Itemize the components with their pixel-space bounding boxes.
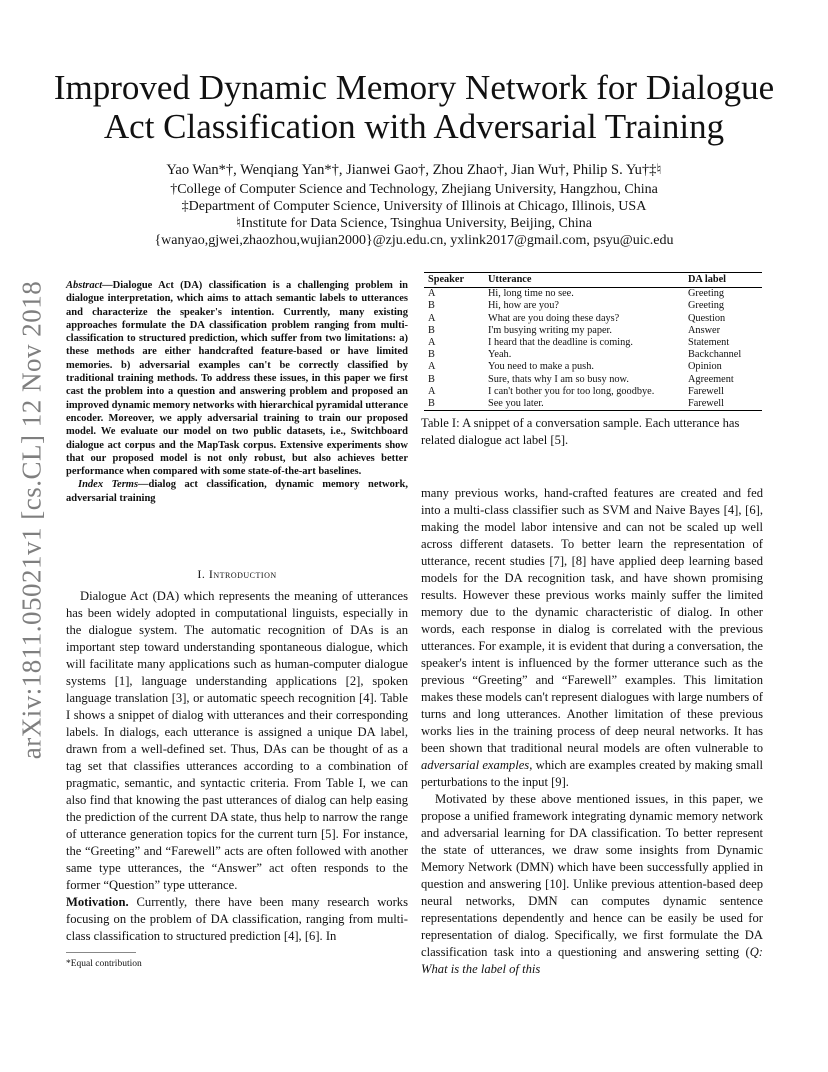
table-row xyxy=(424,337,762,349)
table-cell: Hi, long time no see. xyxy=(488,288,574,300)
author-list: Yao Wan*†, Wenqiang Yan*†, Jianwei Gao†, Zhou Zhao†, Jian Wu†, Philip S. Yu†‡♮ xyxy=(166,162,662,178)
intro-paragraph: Dialogue Act (DA) which represents the meaning of utterances has been widely adopted in computational linguists, especially in the dialogue system. The automatic recognition of DAs is an important step toward understanding spontaneous dialogue, which will facilitate many applications such as human-computer dialogue systems [1], language understanding applications [2], spoken language translation [3], or automatic speech recognition [4]. Table I shows a snippet of dialog with utterances and their corresponding labels. In dialogs, each utterance is assigned a unique DA label, drawn from a well-defined set. Thus, DAs can be thought of as a tag set that classifies utterances according to a combination of pragmatic, semantic, and syntactic criteria. From Table I, we can also find that knowing the past utterances of dialog can help easing the prediction of the current DA state, thus help to narrow the range of utterance generation topics for the current turn [5]. For instance, the “Greeting” and “Farewell” acts are often followed with another same type utterances, the “Answer” act often responds to the former “Question” type utterance. xyxy=(66,589,408,892)
section-heading: I. Introduction xyxy=(197,567,277,581)
table-header-cell: Speaker xyxy=(424,273,484,288)
table-cell: A xyxy=(428,337,436,349)
right-p2-italic: Q: What is the label of this xyxy=(421,945,763,976)
affiliation-3: ♮Institute for Data Science, Tsinghua University, Beijing, China xyxy=(236,216,592,231)
table-row xyxy=(424,374,762,386)
left-column-body xyxy=(66,588,408,945)
abstract xyxy=(66,279,408,505)
table-row xyxy=(424,325,762,337)
table-cell: Answer xyxy=(688,324,721,336)
table-cell: See you later. xyxy=(484,398,684,411)
arxiv-stamp xyxy=(14,0,50,1072)
right-p1-italic: adversarial examples xyxy=(421,758,530,772)
table-cell: I can't bother you for too long, goodbye. xyxy=(488,385,655,397)
affiliation-2: ‡Department of Computer Science, University of Illinois at Chicago, Illinois, USA xyxy=(181,199,647,214)
title-line-1: Improved Dynamic Memory Network for Dialogue xyxy=(53,68,775,107)
table-cell: You need to make a push. xyxy=(488,361,594,373)
index-terms-text: —dialog act classification, dynamic memory network, adversarial training xyxy=(66,479,408,504)
table-row xyxy=(424,386,762,398)
right-p1-end: , which are examples created by making small perturbations to the input [9]. xyxy=(421,758,763,789)
table-cell: Sure, thats why I am so busy now. xyxy=(488,373,629,385)
table-cell: A xyxy=(428,361,436,373)
table-cell: B xyxy=(428,300,435,312)
table-header-cell: DA label xyxy=(684,273,762,288)
table-header-row xyxy=(424,273,762,288)
table-cell: Backchannel xyxy=(688,349,742,361)
index-terms-label: Index Terms xyxy=(78,479,139,491)
affiliation-1: †College of Computer Science and Technology, Zhejiang University, Hangzhou, China xyxy=(170,182,658,197)
right-p1-text: many previous works, hand-crafted features are created and fed into a multi-class classifier such as SVM and Naive Bayes [4], [6], making the model labor intensive and can not be scaled up well across different datasets. To better learn the representation of utterance, recent studies [7], [8] have applied deep learning based models for the DA recognition task, and have shown promising results. However these previous works mainly suffer the limited memory due to the dynamic characteristic of dialog. In other words, each response in dialog is correlated with the previous utterances. For example, it is evident that during a conversation, the speaker's intent is influenced by the former utterance such as the previous “Greeting” and “Farewell” examples. This limitation makes these models can't represent dialogues with large numbers of turns and long utterances. Another limitation of these previous works lies in the training process of deep neural networks. It has been shown that traditional neural models are often vulnerable to xyxy=(421,486,763,755)
right-p2-text: Motivated by these above mentioned issues, in this paper, we propose a unified framework integrating dynamic memory network and adversarial learning for DA classification. To better represent the state of utterances, we draw some insights from Dynamic Memory Network (DMN) which have been successfully applied in question and answering [10]. Unlike previous attention-based deep neural networks, DMN can computes dynamic sentence representations dependently and hence can be easily be used for representation of dialog. Specifically, we first formulate the DA classification task into a questioning and answering setting ( xyxy=(421,792,763,959)
motivation-text: Currently, there have been many research works focusing on the problem of DA classification, ranging from multi-class classification to structured prediction [4], [6]. In xyxy=(66,895,408,943)
table-cell: B xyxy=(428,324,435,336)
table-cell: Farewell xyxy=(688,385,725,397)
arxiv-stamp-text: arXiv:1811.05021v1 [cs.CL] 12 Nov 2018 xyxy=(16,280,47,760)
table-cell: B xyxy=(428,373,435,385)
table-cell: What are you doing these days? xyxy=(488,312,620,324)
table-cell: Agreement xyxy=(688,373,734,385)
table-cell: Statement xyxy=(688,337,730,349)
right-paragraph-1 xyxy=(421,485,763,791)
table-cell: Opinion xyxy=(688,361,722,373)
right-column-body xyxy=(421,485,763,978)
dialogue-table xyxy=(424,272,762,411)
table-cell: Question xyxy=(688,312,726,324)
motivation-label: Motivation. xyxy=(66,895,129,909)
table-row xyxy=(424,349,762,361)
table-cell: Yeah. xyxy=(488,349,512,361)
table-cell: Hi, how are you? xyxy=(488,300,559,312)
table-cell: A xyxy=(428,312,436,324)
table-cell: A xyxy=(428,288,436,300)
paper-title xyxy=(0,68,828,146)
table-cell: I heard that the deadline is coming. xyxy=(488,337,633,349)
table-cell: Farewell xyxy=(684,398,762,411)
table-cell: Greeting xyxy=(688,288,725,300)
table-row xyxy=(424,288,762,301)
table-cell: I'm busying writing my paper. xyxy=(488,324,612,336)
abstract-label: Abstract xyxy=(66,280,103,291)
right-paragraph-2 xyxy=(421,791,763,978)
table-caption: Table I: A snippet of a conversation sample. Each utterance has related dialogue act label [5]. xyxy=(421,416,740,447)
abstract-text: —Dialogue Act (DA) classification is a challenging problem in dialogue interpretation, which aims to attach semantic labels to utterances and characterize the speaker's intention. Currently, many existing approaches formulate the DA classification problem ranging from multi-classification to structured prediction, which suffer from two limitations: a) these methods are either handcrafted feature-based or have limited memories. b) adversarial examples can't be correctly classified by traditional training methods. To address these issues, in this paper we first cast the problem into a question and answering problem and proposed an improved dynamic memory networks with hierarchical pyramidal utterance encoder. Moreover, we apply adversarial training to train our proposed model. We evaluate our model on two public datasets, i.e., Switchboard dialogue act corpus and the MapTask corpus. Extensive experiments show that our proposed model is not only robust, but also achieves better performance when compared with some state-of-the-art baselines. xyxy=(66,280,408,478)
footnote: *Equal contribution xyxy=(66,959,142,969)
table-row xyxy=(424,398,762,411)
table-row xyxy=(424,361,762,373)
table-grid xyxy=(424,272,762,411)
email-list: {wanyao,gjwei,zhaozhou,wujian2000}@zju.edu.cn, yxlink2017@gmail.com, psyu@uic.edu xyxy=(154,233,674,248)
table-row xyxy=(424,300,762,312)
author-block xyxy=(0,162,828,249)
table-cell: B xyxy=(424,398,484,411)
table-cell: B xyxy=(428,349,435,361)
table-row xyxy=(424,313,762,325)
table-header-cell: Utterance xyxy=(484,273,684,288)
table-cell: Greeting xyxy=(688,300,725,312)
title-line-2: Act Classification with Adversarial Training xyxy=(103,107,725,146)
table-cell: A xyxy=(428,385,436,397)
footnote-rule xyxy=(66,952,136,953)
